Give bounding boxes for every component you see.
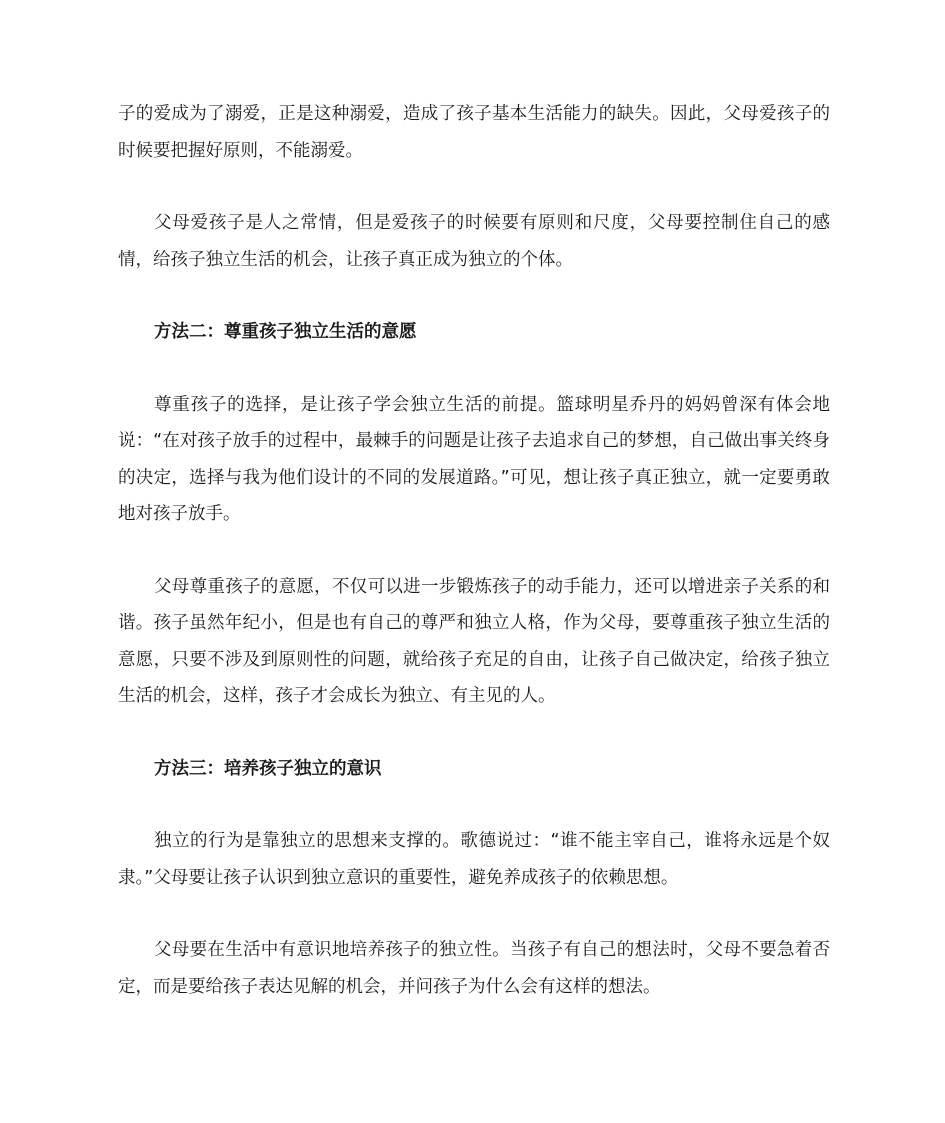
paragraph: 独立的行为是靠独立的思想来支撑的。歌德说过：“谁不能主宰自己，谁将永远是个奴隶。”父母要让孩子认识到独立意识的重要性，避免养成孩子的依赖思想。 [118, 831, 830, 888]
section-heading: 方法二：尊重孩子独立生活的意愿 [154, 322, 417, 342]
paragraph: 父母尊重孩子的意愿，不仅可以进一步锻炼孩子的动手能力，还可以增进亲子关系的和谐。孩子虽然年纪小，但是也有自己的尊严和独立人格，作为父母，要尊重孩子独立生活的意愿，只要不涉及到原则性的问题，就给孩子充足的自由，让孩子自己做决定，给孩子独立生活的机会，这样，孩子才会成长为独立、有主见的人。 [118, 576, 830, 706]
section-heading: 方法三：培养孩子独立的意识 [154, 758, 382, 779]
paragraph: 父母要在生活中有意识地培养孩子的独立性。当孩子有自己的想法时，父母不要急着否定，而是要给孩子表达见解的机会，并问孩子为什么会有这样的想法。 [118, 940, 830, 997]
paragraph: 父母爱孩子是人之常情，但是爱孩子的时候要有原则和尺度，父母要控制住自己的感情，给孩子独立生活的机会，让孩子真正成为独立的个体。 [118, 213, 830, 270]
paragraph: 尊重孩子的选择，是让孩子学会独立生活的前提。篮球明星乔丹的妈妈曾深有体会地说：“在对孩子放手的过程中，最棘手的问题是让孩子去追求自己的梦想，自己做出事关终身的决定，选择与我为他们设计的不同的发展道路。”可见，想让孩子真正独立，就一定要勇敢地对孩子放手。 [118, 394, 830, 524]
document-body [118, 96, 830, 1041]
paragraph: 子的爱成为了溺爱，正是这种溺爱，造成了孩子基本生活能力的缺失。因此，父母爱孩子的时候要把握好原则，不能溺爱。 [118, 104, 830, 161]
